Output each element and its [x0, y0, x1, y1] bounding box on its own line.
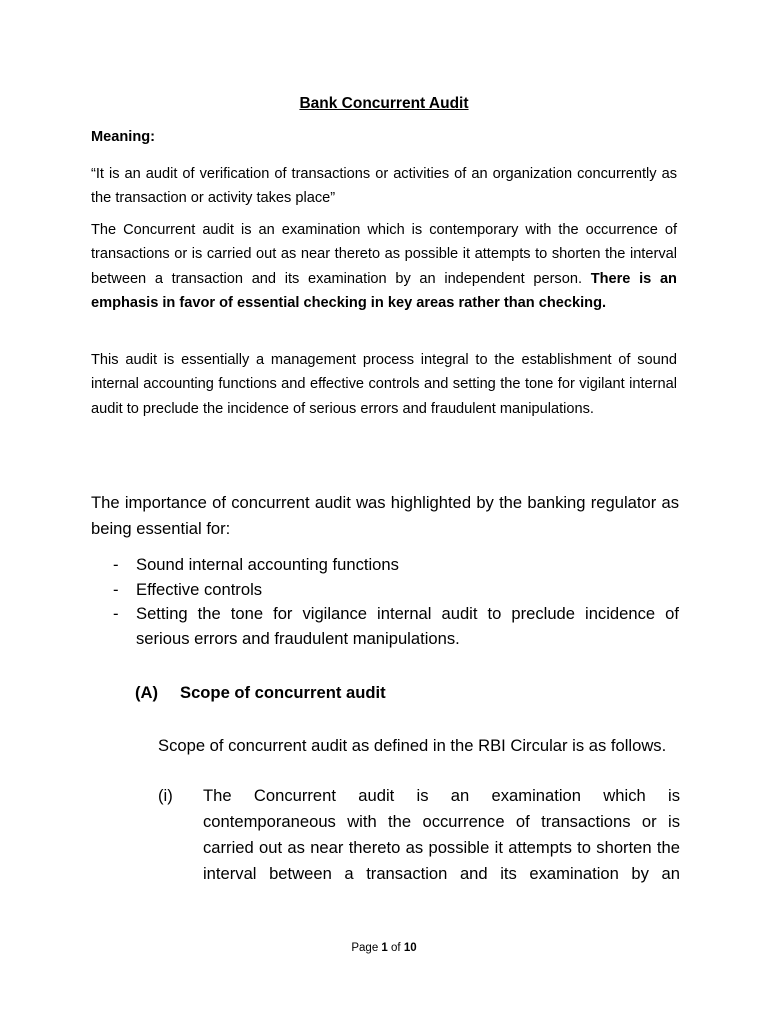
footer-of-label: of	[391, 942, 401, 954]
definition-text: The Concurrent audit is an examination which is contemporary with the occurrence of transactions or is carried out as near thereto as possible it attempts to shorten the interval between a transaction and its examination by an independent person.	[91, 222, 677, 287]
importance-intro: The importance of concurrent audit was highlighted by the banking regulator as being essential for:	[91, 493, 679, 538]
bullet-text: Sound internal accounting functions	[136, 555, 399, 574]
footer-page-label: Page	[351, 942, 379, 954]
scope-item-i-text: The Concurrent audit is an examination which is contemporaneous with the occurrence of transactions or is carried out as near thereto as possible it attempts to shorten the interval between a transaction and its examination by an	[203, 786, 680, 883]
section-a-title: Scope of concurrent audit	[180, 683, 386, 702]
importance-bullet-list	[113, 553, 679, 651]
footer-page-total: 10	[403, 942, 417, 954]
management-process-paragraph: This audit is essentially a management process integral to the establishment of sound internal accounting functions and effective controls and setting the tone for vigilant internal audit to preclude the incidence of serious errors and fraudulent manipulations.	[91, 352, 677, 417]
bullet-dash: -	[113, 604, 119, 623]
list-item	[113, 602, 679, 651]
document-title: Bank Concurrent Audit	[299, 95, 469, 112]
definition-emphasis: There is an emphasis in favor of essential checking in key areas rather than checking.	[91, 270, 677, 311]
bullet-text: Setting the tone for vigilance internal audit to preclude incidence of serious errors and fraudulent manipulations.	[136, 604, 679, 648]
meaning-label: Meaning:	[91, 129, 156, 145]
definition-paragraph	[91, 218, 677, 315]
list-item	[113, 578, 679, 603]
list-item	[113, 553, 679, 578]
footer-page-current: 1	[381, 942, 388, 954]
scope-item-i	[158, 783, 680, 887]
section-a-heading	[135, 680, 386, 706]
section-a-number: (A)	[135, 683, 159, 702]
scope-intro: Scope of concurrent audit as defined in the RBI Circular is as follows.	[158, 736, 667, 755]
scope-item-i-number: (i)	[158, 786, 173, 805]
bullet-dash: -	[113, 579, 119, 599]
page-footer	[0, 942, 768, 954]
bullet-dash: -	[113, 555, 119, 574]
meaning-quote: “It is an audit of verification of transactions or activities of an organization concurrently as the transaction or activity takes place”	[91, 166, 677, 207]
bullet-text: Effective controls	[136, 579, 263, 599]
